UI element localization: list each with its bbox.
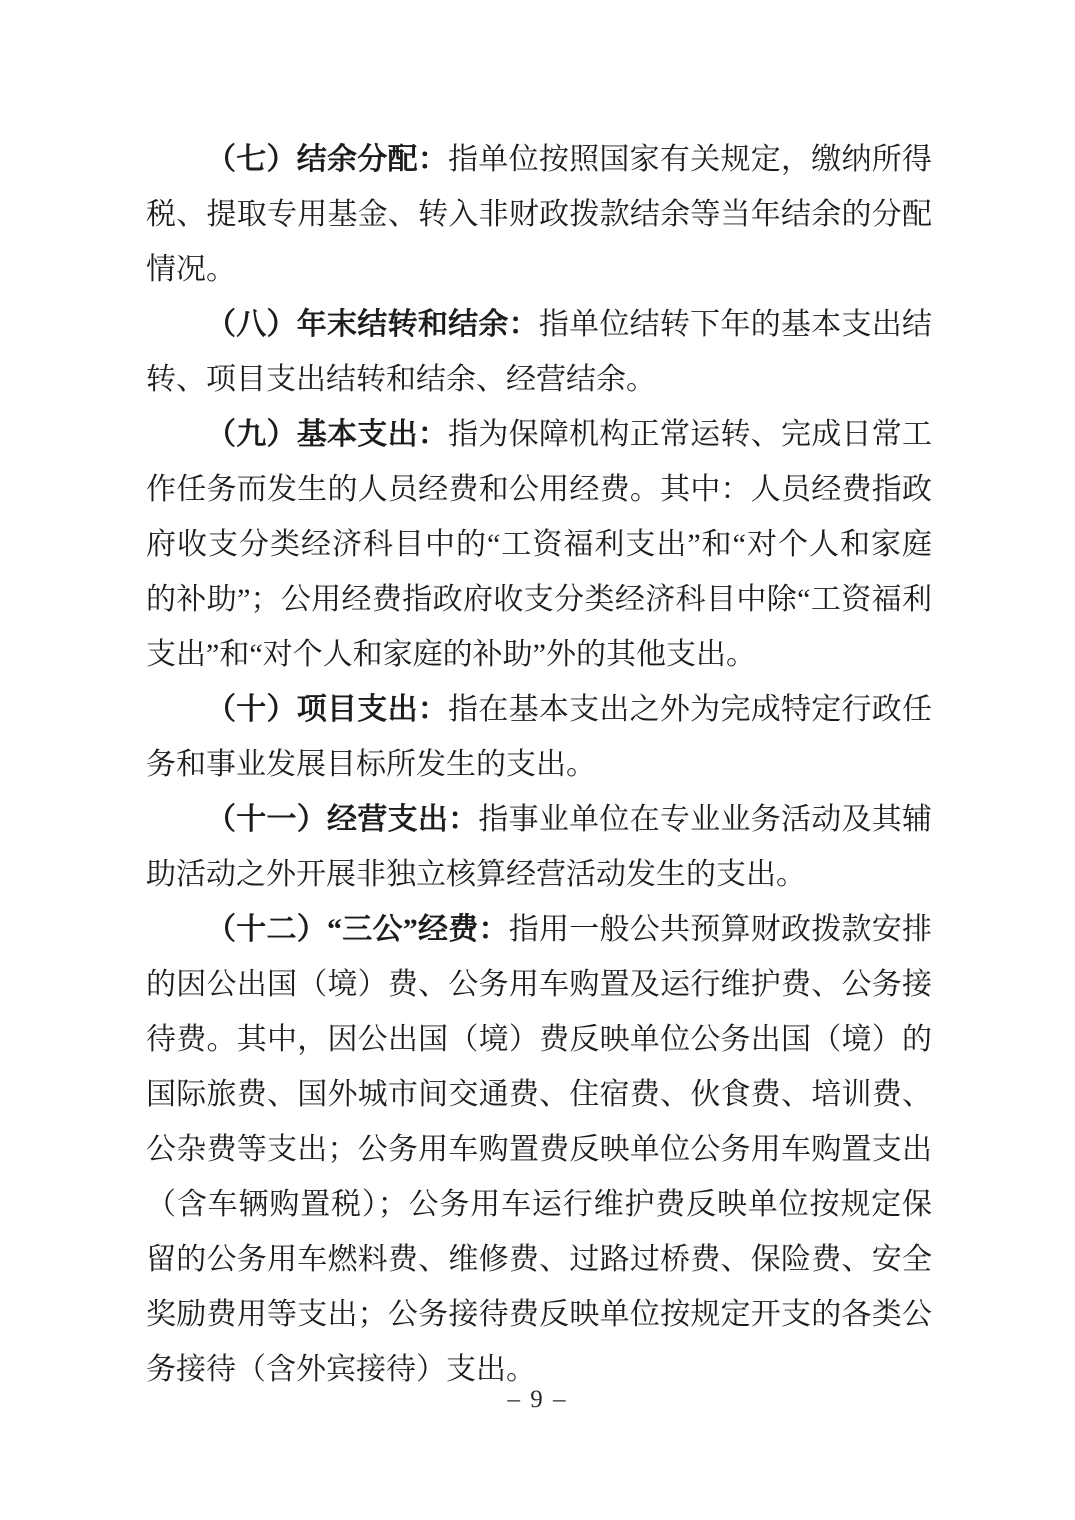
paragraph-heading: （九）基本支出： bbox=[206, 418, 449, 451]
paragraph-body: 指事业单位在专业业务活动及其辅助活动之外开展非独立核算经营活动发生的支出。 bbox=[146, 803, 933, 891]
page-footer bbox=[0, 1386, 1075, 1414]
page-number: – 9 – bbox=[507, 1386, 568, 1413]
paragraph-heading: （十）项目支出： bbox=[206, 693, 449, 726]
document-body bbox=[146, 132, 932, 1397]
paragraph-body: 指单位结转下年的基本支出结转、项目支出结转和结余、经营结余。 bbox=[146, 308, 933, 396]
paragraph-body: 指单位按照国家有关规定，缴纳所得税、提取专用基金、转入非财政拨款结余等当年结余的分配情况。 bbox=[146, 143, 933, 286]
paragraph bbox=[146, 682, 932, 792]
paragraph-heading: （十一）经营支出： bbox=[206, 803, 479, 836]
paragraph bbox=[146, 792, 932, 902]
paragraph bbox=[146, 297, 932, 407]
paragraph-body: 指用一般公共预算财政拨款安排的因公出国（境）费、公务用车购置及运行维护费、公务接待费。其中，因公出国（境）费反映单位公务出国（境）的国际旅费、国外城市间交通费、住宿费、伙食费、培训费、公杂费等支出；公务用车购置费反映单位公务用车购置支出（含车辆购置税）；公务用车运行维护费反映单位按规定保留的公务用车燃料费、维修费、过路过桥费、保险费、安全奖励费用等支出；公务接待费反映单位按规定开支的各类公务接待（含外宾接待）支出。 bbox=[146, 913, 932, 1386]
paragraph-heading: （七）结余分配： bbox=[206, 143, 449, 176]
paragraph-heading: （十二）“三公”经费： bbox=[206, 913, 509, 946]
paragraph-body: 指为保障机构正常运转、完成日常工作任务而发生的人员经费和公用经费。其中：人员经费指政府收支分类经济科目中的“工资福利支出”和“对个人和家庭的补助”；公用经费指政府收支分类经济科目中除“工资福利支出”和“对个人和家庭的补助”外的其他支出。 bbox=[146, 418, 933, 671]
paragraph-body: 指在基本支出之外为完成特定行政任务和事业发展目标所发生的支出。 bbox=[146, 693, 933, 781]
paragraph bbox=[146, 132, 932, 297]
paragraph bbox=[146, 902, 932, 1397]
paragraph-heading: （八）年末结转和结余： bbox=[206, 308, 539, 341]
paragraph bbox=[146, 407, 932, 682]
